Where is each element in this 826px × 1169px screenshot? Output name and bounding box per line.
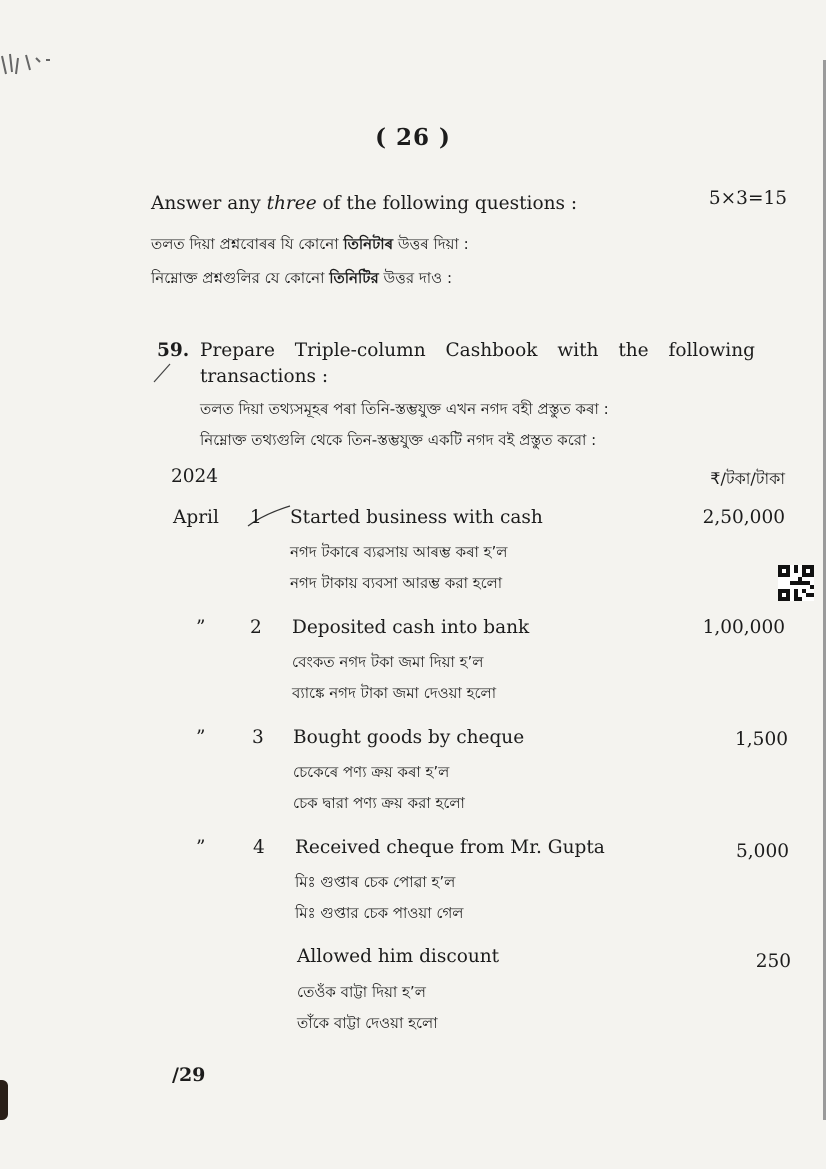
row-day: 2 bbox=[250, 617, 262, 638]
row-description-bengali: ব্যাঙ্কে নগদ টাকা জমা দেওয়া হলো bbox=[292, 684, 497, 702]
row-month: ” bbox=[196, 617, 206, 638]
row-description-assamese: বেংকত নগদ টকা জমা দিয়া হ’ল bbox=[292, 653, 484, 671]
row-description-bengali: নগদ টাকায় ব্যবসা আরম্ভ করা হলো bbox=[290, 574, 503, 592]
page-number: ( 26 ) bbox=[375, 124, 451, 151]
row-description-assamese: নগদ টকাৰে ব্যৱসায় আৰম্ভ কৰা হ’ল bbox=[290, 543, 508, 561]
currency-header: ₹/টকা/টাকা bbox=[710, 469, 785, 488]
instruction-emphasis: তিনিটির bbox=[329, 269, 379, 287]
row-amount: 5,000 bbox=[736, 841, 789, 862]
row-description: Allowed him discount bbox=[297, 946, 500, 967]
year-label: 2024 bbox=[171, 466, 219, 487]
question-text-cont: transactions : bbox=[200, 366, 329, 387]
row-description-bengali: তাঁকে বাট্টা দেওয়া হলো bbox=[297, 1014, 438, 1032]
row-description-assamese: মিঃ গুপ্তাৰ চেক পোৱা হ’ল bbox=[295, 873, 456, 891]
qr-code-icon bbox=[778, 565, 814, 601]
instruction-text: of the following questions : bbox=[316, 193, 578, 214]
row-month: ” bbox=[196, 837, 206, 858]
row-day: 4 bbox=[253, 837, 265, 858]
row-amount: 1,00,000 bbox=[702, 617, 785, 638]
row-month: ” bbox=[196, 727, 206, 748]
question-text: Prepare Triple-column Cashbook with the following bbox=[200, 340, 755, 361]
instruction-text: Answer any bbox=[151, 193, 267, 214]
instruction-bengali bbox=[151, 267, 452, 292]
pen-mark bbox=[152, 362, 172, 384]
row-day: 3 bbox=[252, 727, 264, 748]
row-description-bengali: চেক দ্বারা পণ্য ক্রয় করা হলো bbox=[293, 794, 465, 812]
scan-artifact bbox=[0, 52, 60, 76]
instruction-text: তলত দিয়া প্ৰশ্নবোৰৰ যি কোনো bbox=[151, 235, 344, 253]
row-description: Started business with cash bbox=[290, 507, 543, 528]
row-description: Received cheque from Mr. Gupta bbox=[295, 837, 605, 858]
instruction-text: উত্তর দাও : bbox=[378, 269, 453, 287]
row-day: 1 bbox=[250, 507, 262, 528]
paper-code: /29 bbox=[172, 1064, 206, 1086]
row-amount: 2,50,000 bbox=[702, 507, 785, 528]
instruction-text: নিম্নোক্ত প্রশ্নগুলির যে কোনো bbox=[151, 269, 330, 287]
page-edge-shadow bbox=[0, 1080, 8, 1120]
row-description-bengali: মিঃ গুপ্তার চেক পাওয়া গেল bbox=[295, 904, 464, 922]
question-bengali: নিম্নোক্ত তথ্যগুলি থেকে তিন-স্তম্ভযুক্ত একটি নগদ বই প্রস্তুত করো : bbox=[200, 431, 597, 449]
question-number: 59. bbox=[157, 340, 190, 361]
row-amount: 250 bbox=[755, 951, 791, 972]
instruction-english bbox=[151, 193, 577, 214]
instruction-assamese bbox=[151, 233, 469, 258]
row-description-assamese: তেওঁক বাট্টা দিয়া হ’ল bbox=[297, 983, 426, 1001]
row-description-assamese: চেকেৰে পণ্য ক্ৰয় কৰা হ’ল bbox=[293, 763, 450, 781]
question-assamese: তলত দিয়া তথ্যসমূহৰ পৰা তিনি-স্তম্ভযুক্ত এখন নগদ বহী প্ৰস্তুত কৰা : bbox=[200, 400, 609, 418]
instruction-emphasis: three bbox=[266, 193, 317, 214]
row-month: April bbox=[173, 507, 219, 528]
row-amount: 1,500 bbox=[735, 729, 788, 750]
row-description: Deposited cash into bank bbox=[292, 617, 530, 638]
instruction-text: উত্তৰ দিয়া : bbox=[393, 235, 469, 253]
marks-label: 5×3=15 bbox=[708, 188, 787, 209]
row-description: Bought goods by cheque bbox=[293, 727, 525, 748]
instruction-emphasis: তিনিটাৰ bbox=[343, 235, 394, 253]
